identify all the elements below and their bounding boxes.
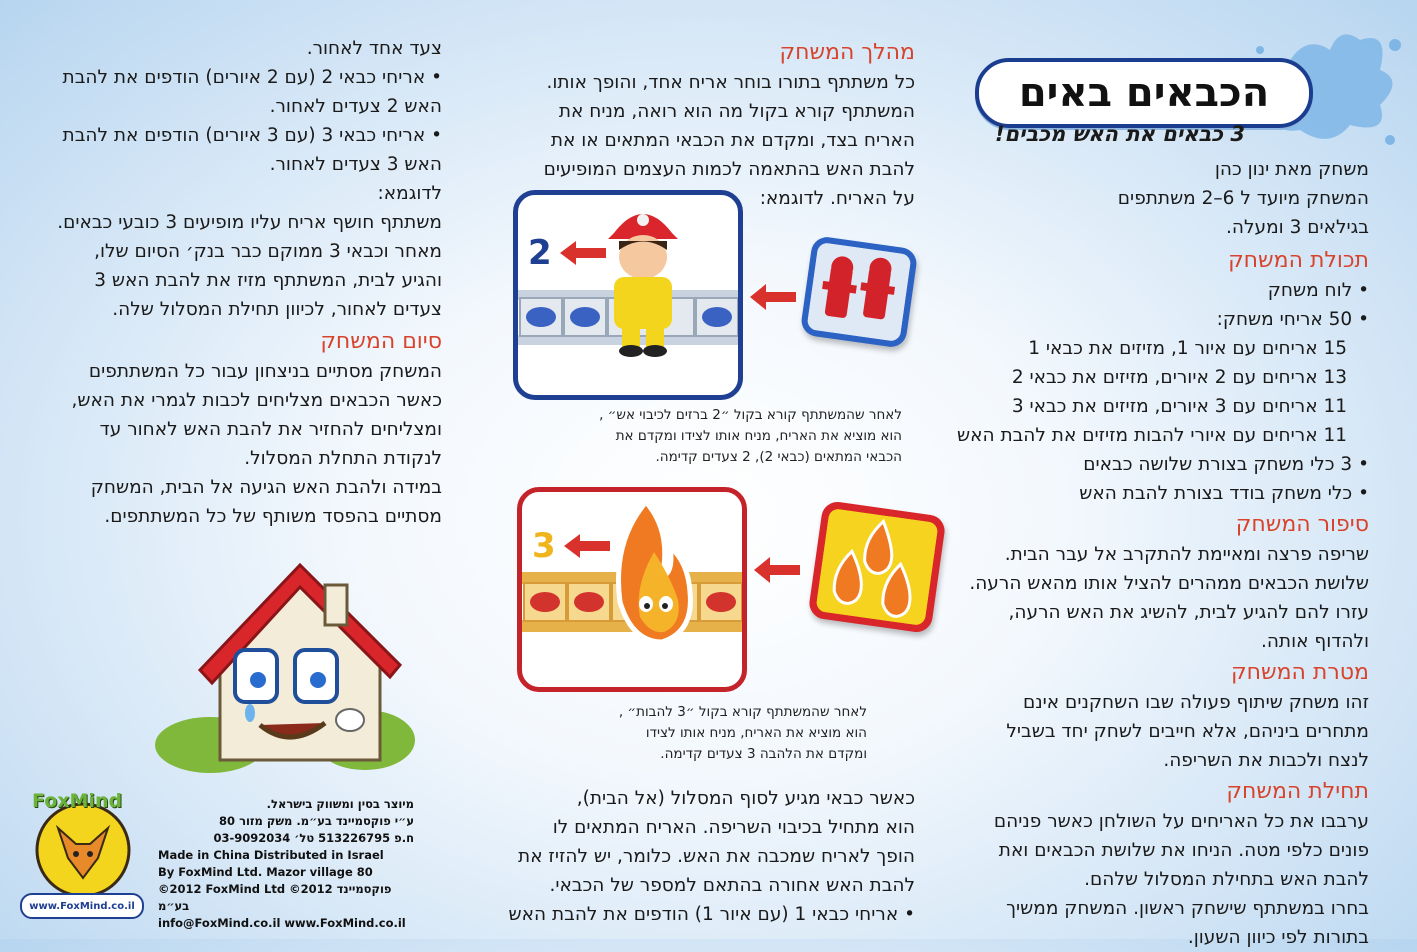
left-line: • אריחי כבאי 2 (עם 2 איורים) הודפים את להבת xyxy=(2,63,442,92)
story-heading: סיפור המשחק xyxy=(1235,512,1369,537)
end-route-line: הוא מתחיל בכיבוי השריפה. האריח המתאים לו xyxy=(552,817,915,838)
end-line: לנקודת התחלת המסלול. xyxy=(244,448,442,469)
flames-tile xyxy=(807,500,946,634)
hydrant-icon xyxy=(806,242,911,342)
example-board-flame xyxy=(517,487,747,692)
goal-line: מתחרים ביניהם, אלא חייבים לשחק יחד בשביל xyxy=(1006,721,1369,742)
caption-line: הוא מוציא את האריח, מניח אותו לצידו xyxy=(645,725,867,741)
course-heading: מהלך המשחק xyxy=(779,40,915,65)
end-line: כאשר הכבאים מצליחים לכבות לגמרי את האש, xyxy=(71,390,442,411)
left-line: מאחר וכבאי 3 ממוקם כבר בנק׳ הסיום שלו, xyxy=(94,241,442,262)
hydrant-tile xyxy=(800,235,919,349)
contents-item: • לוח משחק xyxy=(899,276,1369,305)
intro-line: בגילאים 3 ומעלה. xyxy=(1226,217,1369,238)
end-route-bullet: • אריחי כבאי 1 (עם איור 1) הודפים את להבת האש xyxy=(485,900,915,929)
caption-line: לאחר שהמשתתף קורא בקול ״3 להבות״ , xyxy=(618,704,867,720)
logo-text: FoxMind xyxy=(32,790,123,812)
footer-line: ע״י פוקסמיינד בע״מ. משק מזור 80 xyxy=(219,814,414,828)
left-line: האש 2 צעדים לאחור. xyxy=(269,96,442,117)
caption-line: הוא מוציא את האריח, מניח אותו לצידו ומקדם את xyxy=(615,428,902,444)
contents-item: • 3 כלי משחק בצורת שלושה כבאים xyxy=(899,450,1369,479)
end-line: מסתיים בהפסד משותף של כל המשתתפים. xyxy=(104,506,442,527)
step-number: 3 xyxy=(532,526,556,566)
start-line: להבת האש בתחילת המסלול שלהם. xyxy=(1084,869,1369,890)
footer-line: ח.פ 513226795 טל׳ 03-9092034 xyxy=(213,831,414,845)
intro-line: המשחק מיועד ל 6–2 משתתפים xyxy=(1117,188,1369,209)
left-line: צעדים לאחור, לכיוון תחילת המסלול שלה. xyxy=(112,299,442,320)
course-line: על האריח. לדוגמא: xyxy=(759,188,915,209)
footer-line: Made in China Distributed in Israel xyxy=(158,848,384,862)
flame-character-icon xyxy=(522,492,742,687)
end-route-line: הופך לאריח שמכבה את האש. כלומר, יש להזיז את xyxy=(518,846,915,867)
example2-caption xyxy=(537,702,867,765)
game-subtitle: 3 כבאים את האש מכבים! xyxy=(994,122,1245,146)
course-line: להבת האש בהתאמה לכמות העצמים המופיעים xyxy=(543,159,915,180)
story-line: שריפה פרצה ומאיימת להתקרב אל עבר הבית. xyxy=(1004,544,1369,565)
contents-subitem: 11 אריחים עם 3 איורים, מזיזים את כבאי 3 xyxy=(1011,396,1347,417)
crying-house-icon xyxy=(150,545,420,775)
intro-line: משחק מאת ינון כהן xyxy=(1214,159,1369,180)
arrow-left-icon xyxy=(752,555,802,585)
arrow-left-icon xyxy=(748,282,798,312)
end-line: ומצליחים להחזיר את להבת האש לאחור עד xyxy=(99,419,442,440)
goal-line: זהו משחק שיתוף פעולה שבו השחקנים אינם xyxy=(1022,692,1369,713)
end-line: במידה ולהבת האש הגיעה אל הבית, המשחק xyxy=(90,477,442,498)
contents-item: • 50 אריחי משחק: xyxy=(899,305,1369,334)
course-line: כל משתתף בתורו בוחר אריח אחד, והופך אותו. xyxy=(546,72,915,93)
end-route-line: כאשר כבאי מגיע לסוף המסלול (אל הבית), xyxy=(576,788,915,809)
caption-line: לאחר שהמשתתף קורא בקול ״2 ברזים לכיבוי אש״ , xyxy=(599,407,902,423)
arrow-left-icon xyxy=(558,239,608,267)
course-line: האריח בצד, ומקדם את הכבאי המתאים או את xyxy=(550,130,915,151)
contents-subitem: 15 אריחים עם איור 1, מזיזים את כבאי 1 xyxy=(1028,338,1347,359)
end-heading: סיום המשחק xyxy=(320,329,442,354)
contents-heading: תכולת המשחק xyxy=(1228,248,1369,273)
footer-line: ©2012 FoxMind Ltd ©2012 פוקסמיינד בע״מ xyxy=(158,882,392,913)
arrow-left-icon xyxy=(562,532,612,560)
end-route-section xyxy=(485,784,915,929)
example1-caption xyxy=(522,405,902,468)
start-line: בחרו במשתתף שישחק ראשון. המשחק ממשיך xyxy=(1006,898,1369,919)
end-line: המשחק מסתיים בניצחון עבור כל המשתתפים xyxy=(88,361,442,382)
caption-line: הכבאי המתאים (כבאי 2), 2 צעדים קדימה. xyxy=(655,449,902,465)
left-line: משתתף חושף אריח עליו מופיעים 3 כובעי כבאים. xyxy=(57,212,442,233)
left-line: והגיע לבית, המשתתף מזיז את להבת האש 3 xyxy=(94,270,442,291)
start-line: בתורות לפי כיוון השעון. xyxy=(1187,927,1369,948)
left-column xyxy=(2,34,442,531)
left-line: • אריחי כבאי 3 (עם 3 איורים) הודפים את להבת xyxy=(2,121,442,150)
step-number: 2 xyxy=(528,233,552,273)
course-line: המשתתף קורא בקול מה הוא רואה, מניח את xyxy=(558,101,915,122)
firefighter-icon xyxy=(518,195,738,395)
right-column xyxy=(899,155,1369,952)
legal-footer xyxy=(158,796,414,932)
start-line: ערבבו את כל האריחים על השולחן כאשר פניהם xyxy=(993,811,1369,832)
caption-line: ומקדם את הלהבה 3 צעדים קדימה. xyxy=(660,746,867,762)
footer-line: By FoxMind Ltd. Mazor village 80 xyxy=(158,865,373,879)
contents-subitem: 11 אריחים עם איורי להבות מזיזים את להבת האש xyxy=(957,425,1347,446)
contents-subitem: 13 אריחים עם 2 איורים, מזיזים את כבאי 2 xyxy=(1011,367,1347,388)
goal-line: לנצח ולכבות את השריפה. xyxy=(1163,750,1369,771)
end-route-line: להבת האש אחורה בהתאם למספר של הכבאי. xyxy=(549,875,915,896)
contents-item: • כלי משחק בודד בצורת להבת האש xyxy=(899,479,1369,508)
left-line: האש 3 צעדים לאחור. xyxy=(269,154,442,175)
start-line: פונים כלפי מטה. הניחו את שלושת הכבאים ואת xyxy=(998,840,1369,861)
left-line: צעד אחד לאחור. xyxy=(306,38,442,59)
story-line: שלושת הכבאים ממהרים להציל אותו מהאש הרעה. xyxy=(969,573,1369,594)
example-board-firefighter xyxy=(513,190,743,400)
story-line: ולהדוף אותה. xyxy=(1260,631,1369,652)
course-section xyxy=(495,38,915,213)
three-flames-icon xyxy=(815,508,938,626)
story-line: עזרו להם להגיע לבית, להשיג את האש הרעה, xyxy=(1008,602,1369,623)
game-title: הכבאים באים xyxy=(975,58,1313,128)
foxmind-logo xyxy=(28,788,138,906)
footer-line: מיוצר בסין ומשווק בישראל. xyxy=(266,797,414,811)
website-badge[interactable]: www.FoxMind.co.il xyxy=(20,893,144,919)
footer-contact[interactable]: info@FoxMind.co.il www.FoxMind.co.il xyxy=(158,916,406,930)
left-line: לדוגמא: xyxy=(377,183,442,204)
goal-heading: מטרת המשחק xyxy=(1231,660,1369,685)
start-heading: תחילת המשחק xyxy=(1226,779,1369,804)
